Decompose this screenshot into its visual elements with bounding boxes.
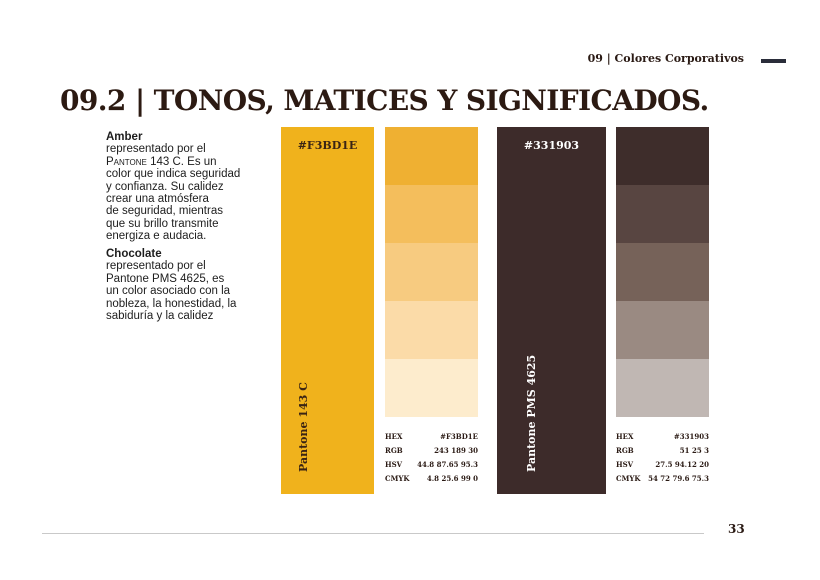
spec-key: CMYK [616, 474, 641, 483]
amber-text-end: 143 C. Es un color que indica seguridad y confianza. Su calidez crear una atmósfera de seguridad, mientras que su brillo transmite energiza e audacia. [106, 155, 241, 243]
amber-spec-hsv [385, 459, 478, 471]
page-title: 09.2 | TONOS, MATICES Y SIGNIFICADOS. [60, 84, 709, 117]
spec-value: 27.5 94.12 20 [655, 460, 709, 469]
spec-key: HEX [616, 432, 634, 441]
amber-text [106, 143, 256, 242]
chocolate-tint-4 [616, 301, 709, 359]
amber-spec-cmyk [385, 473, 478, 485]
chocolate-spec-hsv [616, 459, 709, 471]
amber-tint-1 [385, 127, 478, 185]
amber-main-swatch [281, 127, 374, 494]
chocolate-text: representado por el Pantone PMS 4625, es un color asociado con la nobleza, la honestidad, la sabiduría y la calidez [106, 260, 237, 323]
footer-divider [42, 533, 704, 534]
chocolate-spec-cmyk [616, 473, 709, 485]
chocolate-hex-label: #331903 [523, 139, 580, 152]
spec-value: #F3BD1E [440, 432, 478, 441]
page-number: 33 [728, 522, 745, 536]
section-marker-bar [761, 59, 786, 63]
spec-value: 54 72 79.6 75.3 [648, 474, 709, 483]
amber-spec-hex [385, 431, 478, 443]
spec-value: 51 25 3 [679, 446, 709, 455]
chocolate-spec-rgb [616, 445, 709, 457]
spec-key: HSV [385, 460, 403, 469]
amber-name: Amber [106, 131, 143, 143]
amber-spec-rgb [385, 445, 478, 457]
amber-text-start: representado por el [106, 143, 206, 156]
spec-key: RGB [616, 446, 634, 455]
chocolate-tint-5 [616, 359, 709, 417]
amber-tint-3 [385, 243, 478, 301]
amber-tint-4 [385, 301, 478, 359]
section-label: 09 | Colores Corporativos [587, 52, 744, 65]
amber-pantone-word: Pantone [106, 155, 147, 168]
spec-value: #331903 [673, 432, 709, 441]
spec-key: HSV [616, 460, 634, 469]
chocolate-tint-3 [616, 243, 709, 301]
spec-key: HEX [385, 432, 403, 441]
chocolate-tint-1 [616, 127, 709, 185]
spec-value: 44.8 87.65 95.3 [417, 460, 478, 469]
chocolate-tint-2 [616, 185, 709, 243]
chocolate-description [106, 248, 256, 322]
amber-tint-5 [385, 359, 478, 417]
spec-value: 243 189 30 [434, 446, 478, 455]
chocolate-main-swatch [497, 127, 606, 494]
chocolate-pantone-label: Pantone PMS 4625 [525, 354, 538, 472]
spec-value: 4.8 25.6 99 0 [426, 474, 478, 483]
amber-hex-label: #F3BD1E [297, 139, 358, 152]
chocolate-spec-hex [616, 431, 709, 443]
spec-key: RGB [385, 446, 403, 455]
amber-tint-2 [385, 185, 478, 243]
spec-key: CMYK [385, 474, 410, 483]
amber-pantone-label: Pantone 143 C [297, 382, 310, 472]
chocolate-name: Chocolate [106, 248, 162, 260]
amber-description [106, 131, 256, 243]
